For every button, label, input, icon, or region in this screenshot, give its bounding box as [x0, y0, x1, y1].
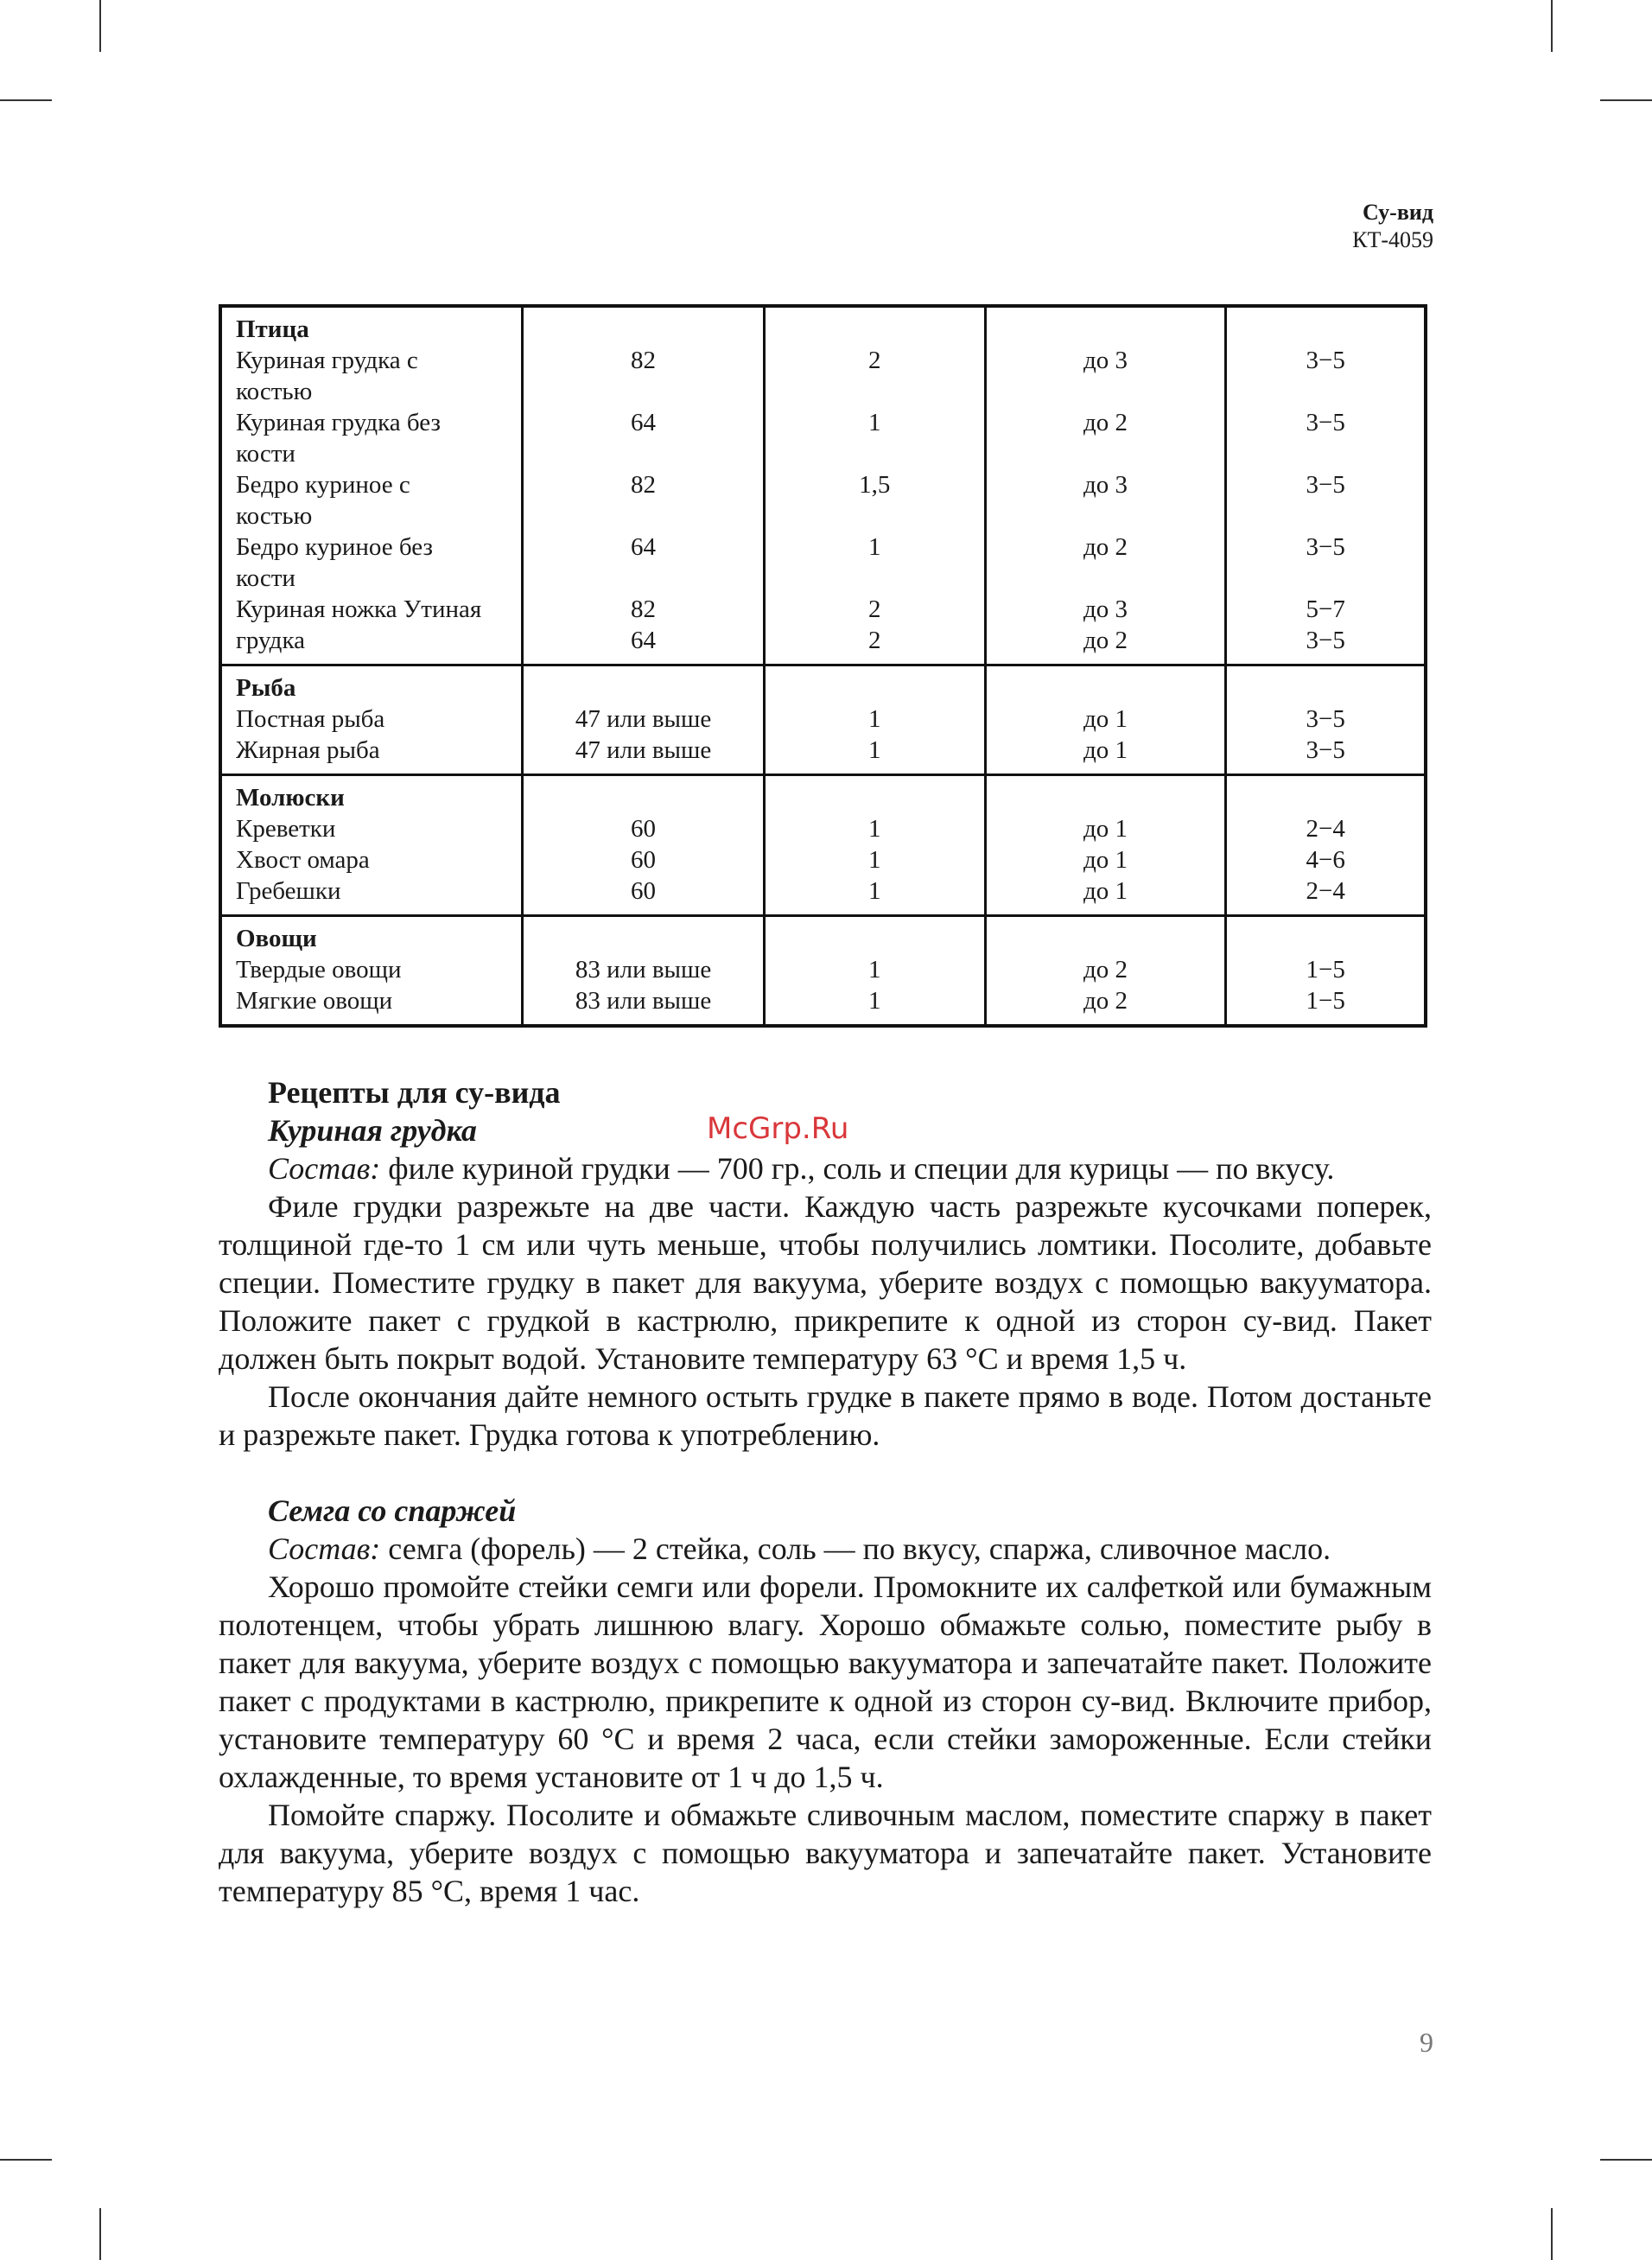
paragraph: Хорошо промойте стейки семги или форели. Промокните их салфеткой или бумажным полотенцем, чтобы убрать лишнюю влагу. Хорошо обмажьте солью, поместите рыбу в пакет для вакуума, уберите воздух с помощью вакууматора и запечатайте пакет. Положите пакет с продуктами в кастрюлю, прикрепите к одной из сторон су-вид. Включите прибор, установите температуру 60 °C и время 2 часа, если стейки замороженные. Если стейки охлажденные, то время установите от 1 ч до 1,5 ч. — [219, 1569, 1432, 1794]
item-name: Бедро куриное с — [236, 471, 410, 499]
name-cell — [220, 916, 523, 1027]
paragraph: После окончания дайте немного остыть грудке в пакете прямо в воде. Потом достаньте и разрежьте пакет. Грудка готова к употреблению. — [219, 1379, 1432, 1452]
cell-value: 4−6 — [1306, 846, 1345, 874]
cell-value: 1 — [867, 956, 881, 984]
cell-value: 60 — [631, 877, 657, 905]
category-label: Молюски — [236, 784, 345, 812]
name-cell — [220, 306, 523, 665]
cell-value: 1 — [867, 815, 881, 843]
spacer-line — [779, 500, 970, 532]
item-name: костью — [236, 378, 313, 405]
ingredients-line — [219, 1530, 1432, 1568]
value-cell — [764, 665, 985, 775]
cell-value: до 2 — [1083, 409, 1128, 436]
value-cell — [985, 775, 1226, 916]
cell-value: до 1 — [1083, 736, 1128, 764]
cell-value: 5−7 — [1306, 595, 1345, 623]
spacer-line — [1241, 438, 1410, 469]
spacer-line — [537, 782, 748, 813]
spacer-line — [1001, 563, 1211, 594]
item-name: Куриная грудка с — [236, 347, 418, 374]
cell-value: 1−5 — [1306, 987, 1345, 1015]
spacer-line — [1001, 500, 1211, 532]
spacer-line — [779, 782, 970, 813]
recipes-section — [219, 1073, 1432, 1910]
spacer-line — [537, 314, 748, 345]
cell-value: до 3 — [1083, 595, 1128, 623]
table-row — [220, 916, 1426, 1027]
crop-mark — [99, 0, 101, 52]
cell-value: до 1 — [1083, 846, 1128, 874]
spacer-line — [1241, 782, 1410, 813]
cell-value: 47 или выше — [575, 705, 712, 733]
value-cell — [1226, 306, 1426, 665]
section-title: Рецепты для су-вида — [268, 1075, 561, 1110]
cell-value: до 2 — [1083, 533, 1128, 561]
item-name: Хвост омара — [236, 846, 370, 874]
spacer-line — [1241, 314, 1410, 345]
cell-value: 64 — [631, 409, 657, 436]
spacer-line — [779, 672, 970, 703]
cell-value: 2 — [867, 595, 881, 623]
cell-value: 1,5 — [859, 471, 891, 499]
spacer-line — [779, 438, 970, 469]
value-cell — [1226, 916, 1426, 1027]
value-cell — [1226, 775, 1426, 916]
cell-value: до 2 — [1083, 987, 1128, 1015]
table-row — [220, 775, 1426, 916]
temperature-cell — [523, 775, 764, 916]
category-label: Овощи — [236, 925, 317, 952]
page-header — [1352, 199, 1433, 254]
cell-value: 2−4 — [1306, 877, 1345, 905]
item-name: кости — [236, 564, 295, 592]
crop-mark — [99, 2208, 101, 2260]
spacer-line — [1001, 672, 1211, 703]
cell-value: 3−5 — [1306, 471, 1345, 499]
spacer-line — [537, 563, 748, 594]
cell-value: 64 — [631, 627, 657, 654]
cell-value: 82 — [631, 347, 657, 374]
temperature-cell — [523, 665, 764, 775]
cell-value: 3−5 — [1306, 409, 1345, 436]
cooking-table — [219, 304, 1427, 1028]
spacer-line — [779, 314, 970, 345]
spacer-line — [779, 923, 970, 954]
cell-value: 2 — [867, 627, 881, 654]
spacer-line — [779, 563, 970, 594]
crop-mark — [0, 2159, 52, 2161]
cell-value: 3−5 — [1306, 736, 1345, 764]
value-cell — [764, 916, 985, 1027]
cell-value: 3−5 — [1306, 705, 1345, 733]
cell-value: 3−5 — [1306, 347, 1345, 374]
spacer-line — [1001, 923, 1211, 954]
item-name: кости — [236, 440, 295, 468]
spacer-line — [1241, 672, 1410, 703]
cell-value: до 1 — [1083, 705, 1128, 733]
cell-value: до 3 — [1083, 347, 1128, 374]
value-cell — [764, 775, 985, 916]
cell-value: 1 — [867, 705, 881, 733]
item-name: костью — [236, 502, 313, 530]
cell-value: до 1 — [1083, 815, 1128, 843]
header-model: КТ-4059 — [1352, 227, 1433, 252]
crop-mark — [1600, 99, 1652, 101]
item-name: Жирная рыба — [236, 736, 380, 764]
cell-value: 82 — [631, 471, 657, 499]
spacer-line — [1001, 438, 1211, 469]
temperature-cell — [523, 306, 764, 665]
name-cell — [220, 775, 523, 916]
spacer-line — [1241, 500, 1410, 532]
category-label: Птица — [236, 315, 309, 343]
name-cell — [220, 665, 523, 775]
cell-value: до 2 — [1083, 627, 1128, 654]
spacer-line — [1241, 563, 1410, 594]
spacer-line — [1241, 923, 1410, 954]
spacer-line — [537, 500, 748, 532]
header-title: Су-вид — [1363, 200, 1433, 225]
crop-mark — [1551, 0, 1553, 52]
cell-value: 83 или выше — [575, 956, 712, 984]
cell-value: до 1 — [1083, 877, 1128, 905]
temperature-cell — [523, 916, 764, 1027]
table-row — [220, 306, 1426, 665]
category-label: Рыба — [236, 674, 296, 702]
cell-value: 1 — [867, 533, 881, 561]
cell-value: 2 — [867, 347, 881, 374]
item-name: Мягкие овощи — [236, 987, 393, 1015]
recipe-title: Семга со спаржей — [268, 1493, 517, 1528]
cell-value: 47 или выше — [575, 736, 712, 764]
paragraph: Помойте спаржу. Посолите и обмажьте сливочным маслом, поместите спаржу в пакет для вакуума, уберите воздух с помощью вакууматора и запечатайте пакет. Установите температуру 85 °C, время 1 час. — [219, 1798, 1432, 1908]
spacer-line — [1001, 782, 1211, 813]
cell-value: 1 — [867, 877, 881, 905]
cell-value: 1 — [867, 987, 881, 1015]
cell-value: 3−5 — [1306, 533, 1345, 561]
cell-value: 64 — [631, 533, 657, 561]
cell-value: до 3 — [1083, 471, 1128, 499]
value-cell — [1226, 665, 1426, 775]
cell-value: 83 или выше — [575, 987, 712, 1015]
spacer-line — [537, 376, 748, 407]
cell-value: 1 — [867, 409, 881, 436]
item-name: Креветки — [236, 815, 336, 843]
item-name: Куриная ножка Утиная — [236, 595, 482, 623]
cell-value: 3−5 — [1306, 627, 1345, 654]
spacer-line — [779, 376, 970, 407]
cell-value: 1 — [867, 846, 881, 874]
ingredients-line — [219, 1149, 1432, 1187]
cell-value: 60 — [631, 815, 657, 843]
cell-value: 1−5 — [1306, 956, 1345, 984]
item-name: грудка — [236, 627, 305, 654]
cell-value: 1 — [867, 736, 881, 764]
ingredients-text: филе куриной грудки — 700 гр., соль и специи для курицы — по вкусу. — [388, 1151, 1335, 1186]
ingredients-text: семга (форель) — 2 стейка, соль — по вкусу, спаржа, сливочное масло. — [388, 1531, 1331, 1566]
crop-mark — [1600, 2159, 1652, 2161]
value-cell — [985, 306, 1226, 665]
cell-value: до 2 — [1083, 956, 1128, 984]
item-name: Гребешки — [236, 877, 341, 905]
paragraph: Филе грудки разрежьте на две части. Каждую часть разрежьте кусочками поперек, толщиной где-то 1 см или чуть меньше, чтобы получились ломтики. Посолите, добавьте специи. Поместите грудку в пакет для вакуума, уберите воздух с помощью вакууматора. Положите пакет с грудкой в кастрюлю, прикрепите к одной из сторон су-вид. Пакет должен быть покрыт водой. Установите температуру 63 °C и время 1,5 ч. — [219, 1189, 1432, 1376]
item-name: Твердые овощи — [236, 956, 402, 984]
item-name: Постная рыба — [236, 705, 385, 733]
item-name: Куриная грудка без — [236, 409, 441, 436]
spacer-line — [537, 438, 748, 469]
cell-value: 82 — [631, 595, 657, 623]
value-cell — [764, 306, 985, 665]
spacer-line — [537, 672, 748, 703]
watermark: McGrp.Ru — [707, 1111, 849, 1146]
value-cell — [985, 916, 1226, 1027]
page-number: 9 — [1420, 2027, 1433, 2058]
table-row — [220, 665, 1426, 775]
spacer-line — [537, 923, 748, 954]
crop-mark — [1551, 2208, 1553, 2260]
crop-mark — [0, 99, 52, 101]
item-name: Бедро куриное без — [236, 533, 433, 561]
cell-value: 2−4 — [1306, 815, 1345, 843]
spacer-line — [1001, 376, 1211, 407]
spacer-line — [1001, 314, 1211, 345]
ingredients-label: Состав: — [268, 1151, 381, 1186]
cell-value: 60 — [631, 846, 657, 874]
spacer-line — [1241, 376, 1410, 407]
recipe-title: Куриная грудка — [268, 1113, 477, 1148]
value-cell — [985, 665, 1226, 775]
ingredients-label: Состав: — [268, 1531, 381, 1566]
